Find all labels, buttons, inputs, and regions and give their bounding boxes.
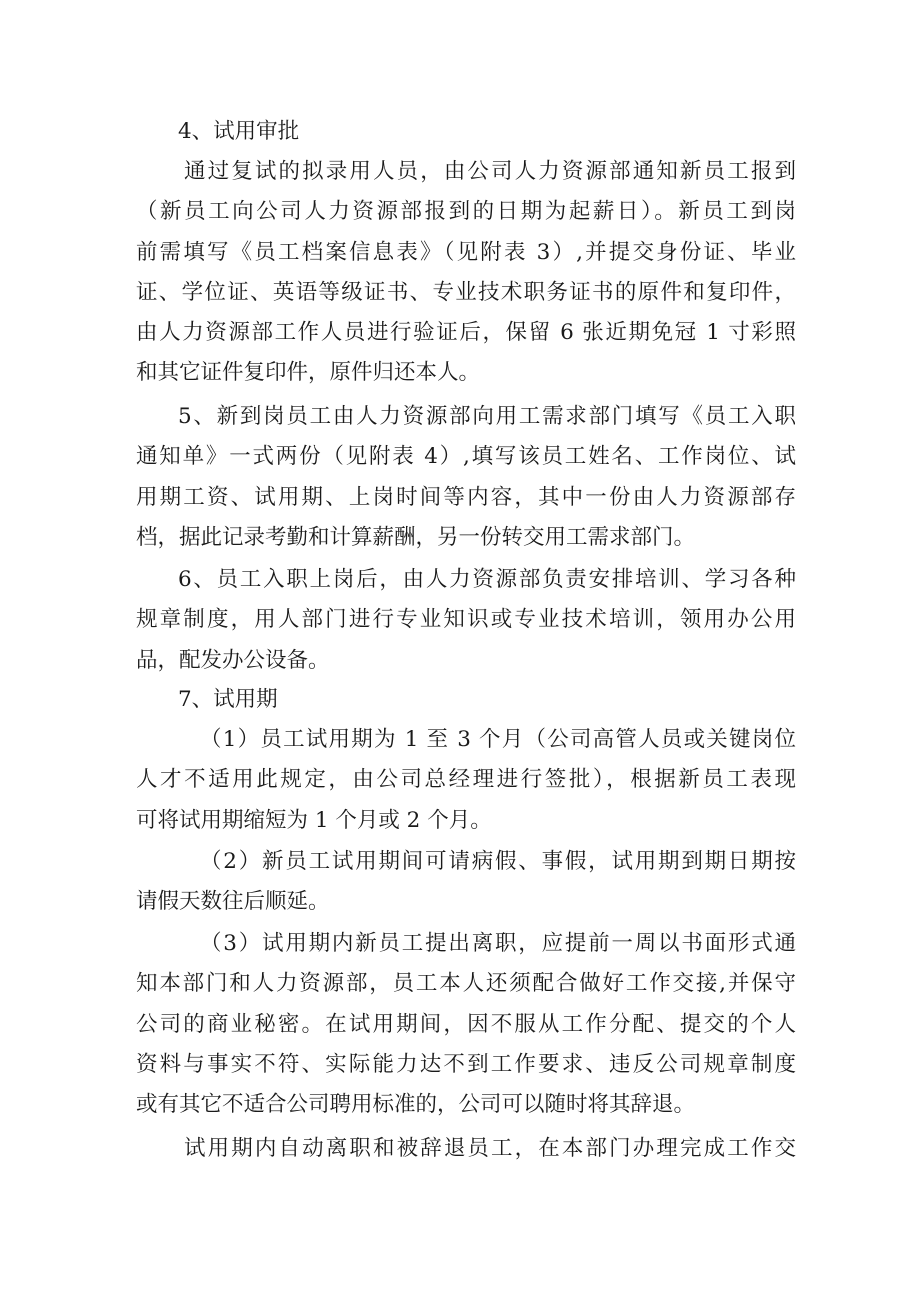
text-line: （1）员工试用期为 1 至 3 个月（公司高管人员或关键岗位 <box>200 727 796 752</box>
text-line: 通知单》一式两份（见附表 4）,填写该员工姓名、工作岗位、试 <box>136 444 796 470</box>
text-line: 可将试用期缩短为 1 个月或 2 个月。 <box>136 807 492 833</box>
text-line: 前需填写《员工档案信息表》（见附表 3）,并提交身份证、毕业 <box>136 239 796 265</box>
paragraph-item-6 <box>136 560 796 681</box>
section-heading-trial-period <box>136 680 796 720</box>
text-line: 和其它证件复印件，原件归还本人。 <box>136 360 481 386</box>
paragraph-resignation <box>136 1129 796 1169</box>
paragraph-onboarding <box>136 152 796 394</box>
text-line: 或有其它不适合公司聘用标准的，公司可以随时将其辞退。 <box>136 1092 696 1118</box>
text-line: 档，据此记录考勤和计算薪酬，另一份转交用工需求部门。 <box>136 524 696 550</box>
text-line: 用期工资、试用期、上岗时间等内容，其中一份由人力资源部存 <box>136 484 796 510</box>
text-line: （新员工向公司人力资源部报到的日期为起薪日）。新员工到岗 <box>136 199 796 225</box>
text-line: 公司的商业秘密。在试用期间，因不服从工作分配、提交的个人 <box>136 1011 796 1037</box>
text-line: 6、员工入职上岗后，由人力资源部负责安排培训、学习各种 <box>178 567 796 592</box>
paragraph-item-5 <box>136 397 796 558</box>
text-line: 通过复试的拟录用人员，由公司人力资源部通知新员工报到 <box>184 159 796 184</box>
paragraph-clause-3 <box>136 924 796 1125</box>
text-line: 规章制度，用人部门进行专业知识或专业技术培训，领用办公用 <box>136 607 796 633</box>
paragraph-clause-2 <box>136 842 796 923</box>
text-line: 请假天数往后顺延。 <box>136 889 330 915</box>
paragraph-clause-1 <box>136 720 796 841</box>
section-heading-trial-approval <box>136 112 796 152</box>
text-line: 资料与事实不符、实际能力达不到工作要求、违反公司规章制度 <box>136 1051 796 1077</box>
heading-line: 7、试用期 <box>178 687 278 712</box>
text-line: 由人力资源部工作人员进行验证后，保留 6 张近期免冠 1 寸彩照 <box>136 320 796 346</box>
text-line: 品，配发办公设备。 <box>136 647 330 673</box>
text-line: 证、学位证、英语等级证书、专业技术职务证书的原件和复印件， <box>136 279 796 305</box>
text-line: （3）试用期内新员工提出离职，应提前一周以书面形式通 <box>200 931 796 956</box>
text-line: 5、新到岗员工由人力资源部向用工需求部门填写《员工入职 <box>178 404 796 429</box>
text-line: 人才不适用此规定，由公司总经理进行签批），根据新员工表现 <box>136 767 796 793</box>
text-line: 试用期内自动离职和被辞退员工，在本部门办理完成工作交 <box>184 1136 796 1161</box>
text-line: （2）新员工试用期间可请病假、事假，试用期到期日期按 <box>200 849 796 874</box>
text-line: 知本部门和人力资源部，员工本人还须配合做好工作交接,并保守 <box>136 971 796 997</box>
heading-line: 4、试用审批 <box>178 119 300 144</box>
